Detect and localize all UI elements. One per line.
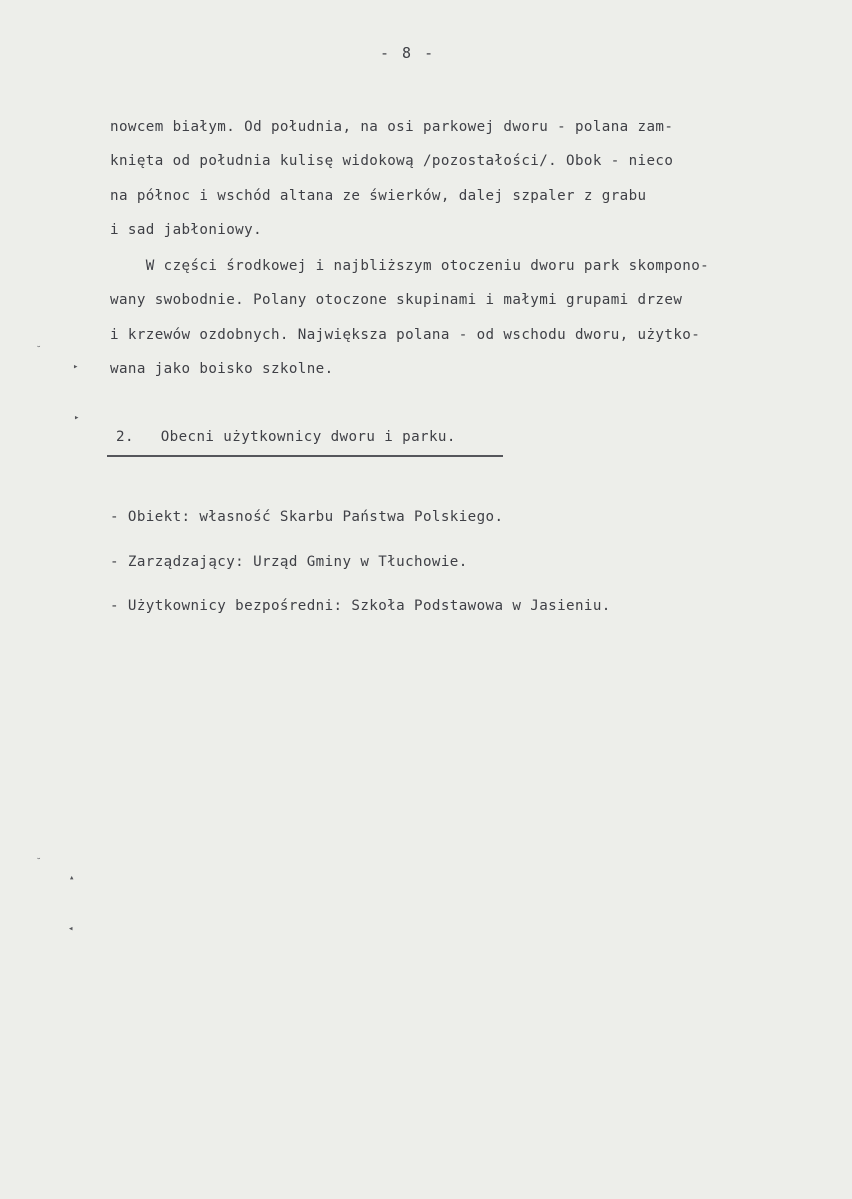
margin-mark: ˘ bbox=[36, 346, 42, 356]
margin-mark: ◂ bbox=[68, 924, 74, 934]
page-number: - 8 - bbox=[380, 44, 436, 62]
paragraph-2-line-4: wana jako boisko szkolne. bbox=[110, 361, 334, 377]
paragraph-2-line-3: i krzewów ozdobnych. Największa polana - od wschodu dworu, użytko- bbox=[110, 327, 701, 343]
section-number: 2. bbox=[116, 429, 134, 445]
heading-underline bbox=[107, 455, 503, 457]
margin-mark: ˘ bbox=[36, 858, 42, 868]
paragraph-1-line-2: knięta od południa kulisę widokową /pozostałości/. Obok - nieco bbox=[110, 153, 674, 169]
paragraph-1-line-1: nowcem białym. Od południa, na osi parkowej dworu - polana zam- bbox=[110, 119, 674, 135]
bullet-item-owner: - Obiekt: własność Skarbu Państwa Polskiego. bbox=[110, 509, 504, 525]
paragraph-1-line-4: i sad jabłoniowy. bbox=[110, 222, 263, 238]
section-heading bbox=[116, 429, 456, 445]
margin-mark: ▸ bbox=[74, 413, 80, 423]
bullet-item-manager: - Zarządzający: Urząd Gminy w Tłuchowie. bbox=[110, 554, 468, 570]
section-title: Obecni użytkownicy dworu i parku. bbox=[160, 429, 456, 445]
paragraph-2-line-1: W części środkowej i najbliższym otoczeniu dworu park skompono- bbox=[110, 258, 710, 274]
paragraph-2-line-2: wany swobodnie. Polany otoczone skupinami i małymi grupami drzew bbox=[110, 292, 683, 308]
margin-mark: ▴ bbox=[69, 873, 75, 883]
bullet-item-users: - Użytkownicy bezpośredni: Szkoła Podstawowa w Jasieniu. bbox=[110, 598, 611, 614]
paragraph-1-line-3: na północ i wschód altana ze świerków, dalej szpaler z grabu bbox=[110, 188, 647, 204]
margin-mark: ▸ bbox=[73, 362, 79, 372]
